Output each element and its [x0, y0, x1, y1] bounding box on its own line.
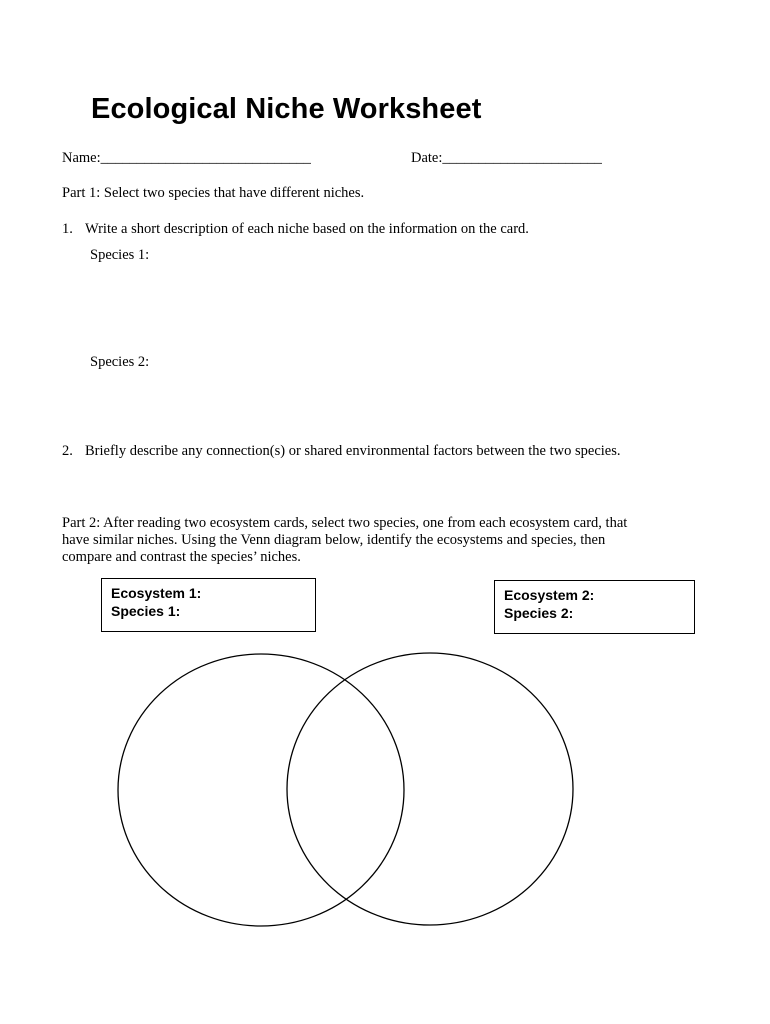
worksheet-title: Ecological Niche Worksheet: [91, 93, 482, 125]
species2-label: Species 2:: [90, 354, 150, 370]
venn-circle-left[interactable]: [118, 654, 404, 926]
name-field[interactable]: Name:_____________________________: [62, 150, 311, 166]
date-field[interactable]: Date:______________________: [411, 150, 602, 166]
ecosystem2-species-label: Species 2:: [504, 605, 574, 621]
ecosystem2-label: Ecosystem 2:: [504, 587, 595, 603]
species1-label: Species 1:: [90, 247, 150, 263]
ecosystem1-label: Ecosystem 1:: [111, 585, 202, 601]
question1-number: 1.: [62, 221, 73, 237]
question2-number: 2.: [62, 443, 73, 459]
venn-circle-right[interactable]: [287, 653, 573, 925]
ecosystem1-species-label: Species 1:: [111, 603, 181, 619]
part2-line-1: Part 2: After reading two ecosystem cards, select two species, one from each ecosystem card, that: [62, 515, 628, 531]
part2-line-3: compare and contrast the species’ niches.: [62, 549, 301, 565]
part2-line-2: have similar niches. Using the Venn diagram below, identify the ecosystems and species, then: [62, 532, 606, 548]
question2-text: Briefly describe any connection(s) or shared environmental factors between the two species.: [85, 443, 621, 459]
question1-text: Write a short description of each niche based on the information on the card.: [85, 221, 529, 237]
part1-heading: Part 1: Select two species that have different niches.: [62, 185, 365, 201]
